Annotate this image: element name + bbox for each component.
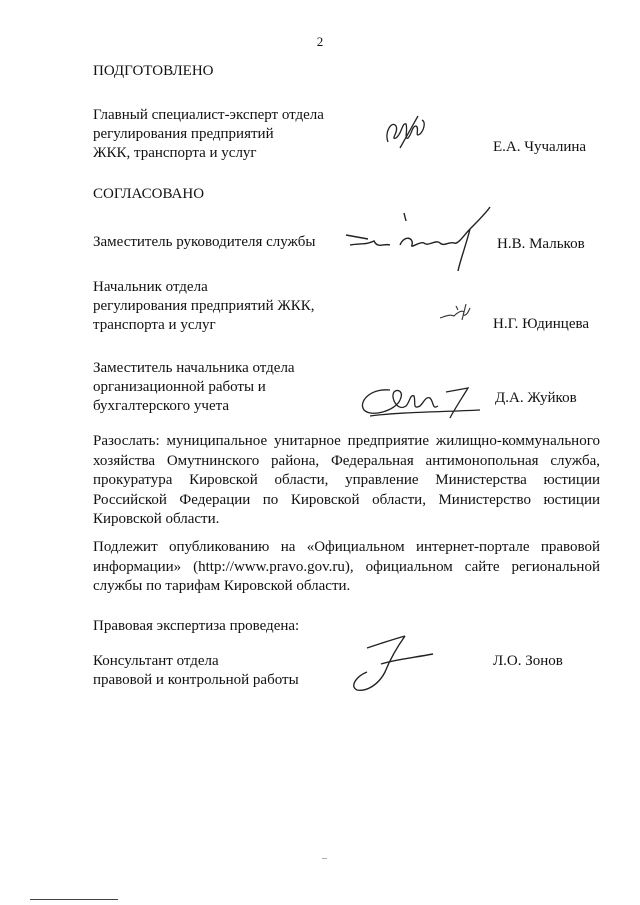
- signer-name: Н.Г. Юдинцева: [493, 316, 590, 332]
- signature-zhuykov: [350, 382, 490, 422]
- signer-position-line: бухгалтерского учета: [93, 398, 230, 414]
- distribution-paragraph: Разослать: муниципальное унитарное предприятие жилищно-коммунального хозяйства Омутнинского района, Федеральная антимонопольная служба, прокуратура Кировской области, управление Министерства юстиции Российской Федерации по Кировской области, Министерство юстиции Кировской области.: [93, 433, 600, 527]
- page-number: 2: [316, 34, 324, 49]
- signer-name: Н.В. Мальков: [497, 236, 585, 252]
- agreed-heading: СОГЛАСОВАНО: [93, 186, 205, 202]
- signer-position-line: регулирования предприятий ЖКК,: [93, 298, 315, 314]
- scan-mark: [322, 858, 327, 859]
- legal-review-position-line: правовой и контрольной работы: [93, 672, 299, 688]
- signer-position-line: организационной работы и: [93, 379, 266, 395]
- signature-malkov: [340, 205, 500, 275]
- signature-zonov: [345, 632, 440, 694]
- prepared-position-line: Главный специалист-эксперт отдела: [93, 107, 324, 123]
- prepared-position-line: ЖКК, транспорта и услуг: [93, 145, 257, 161]
- signer-name: Д.А. Жуйков: [495, 390, 577, 406]
- signature-chuchalina: [382, 112, 432, 154]
- legal-review-name: Л.О. Зонов: [493, 653, 563, 669]
- legal-review-heading: Правовая экспертиза проведена:: [93, 618, 300, 634]
- signer-position-line: Начальник отдела: [93, 279, 208, 295]
- footnote-rule: [30, 899, 118, 900]
- signer-position-line: Заместитель руководителя службы: [93, 234, 316, 250]
- publication-paragraph: Подлежит опубликованию на «Официальном интернет-портале правовой информации» (http://www.pravo.gov.ru), официальном сайте региональной службы по тарифам Кировской области.: [93, 539, 600, 594]
- prepared-position-line: регулирования предприятий: [93, 126, 274, 142]
- signer-position-line: транспорта и услуг: [93, 317, 216, 333]
- prepared-heading: ПОДГОТОВЛЕНО: [93, 63, 214, 79]
- legal-review-position-line: Консультант отдела: [93, 653, 219, 669]
- signer-position-line: Заместитель начальника отдела: [93, 360, 295, 376]
- signature-yudintseva: [436, 298, 476, 324]
- prepared-name: Е.А. Чучалина: [493, 139, 587, 155]
